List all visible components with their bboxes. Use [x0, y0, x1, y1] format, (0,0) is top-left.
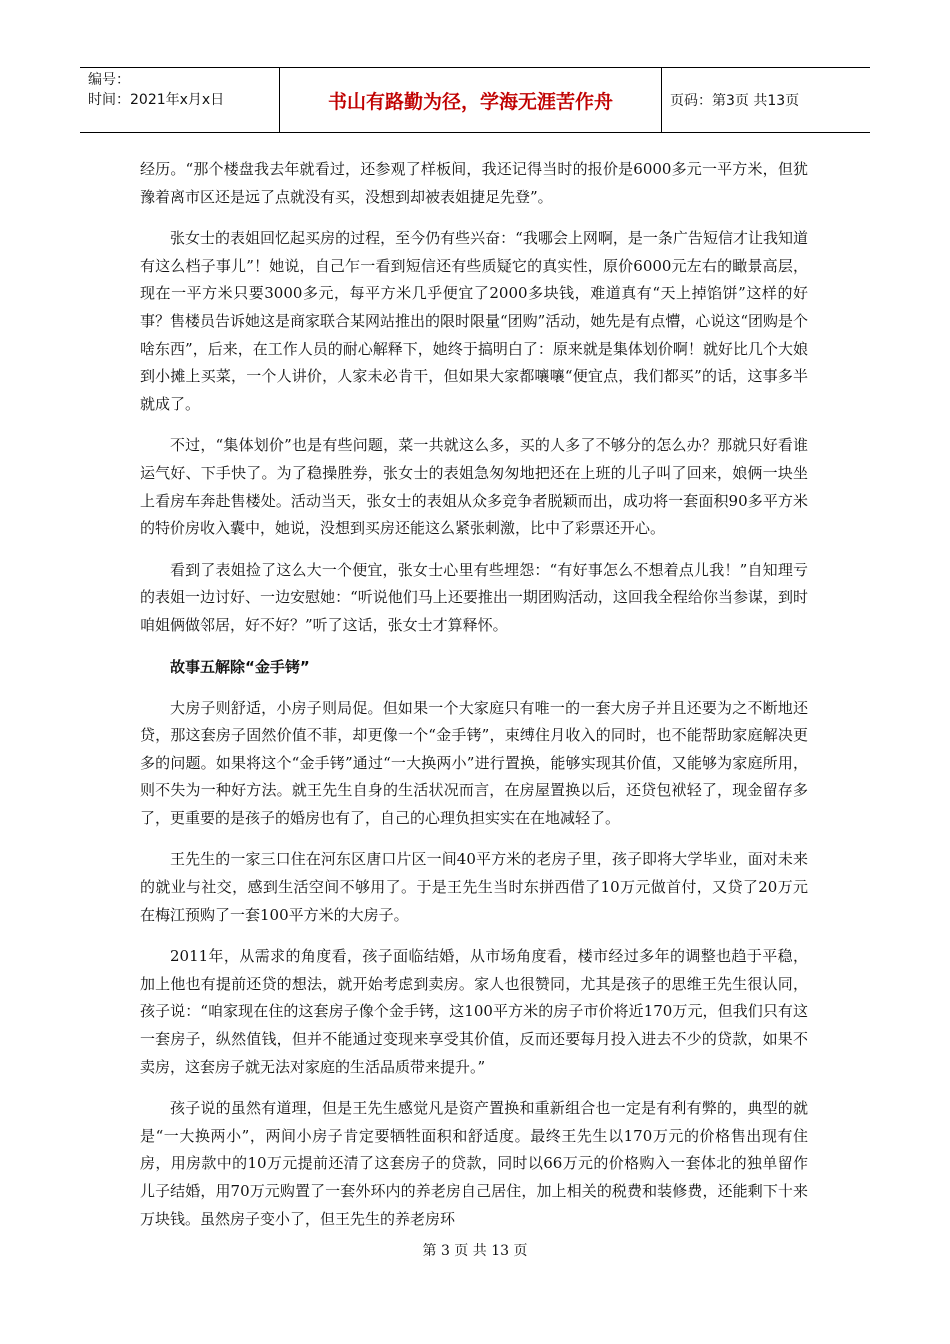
paragraph: 经历。“那个楼盘我去年就看过，还参观了样板间，我还记得当时的报价是6000多元一平方米，但犹豫着离市区还是远了点就没有买，没想到却被表姐捷足先登”。 [140, 160, 808, 206]
paragraph: 王先生的一家三口住在河东区唐口片区一间40平方米的老房子里，孩子即将大学毕业，面对未来的就业与社交，感到生活空间不够用了。于是王先生当时东拼西借了10万元做首付，又贷了20万元在梅江预购了一套100平方米的大房子。 [140, 850, 808, 924]
header-page-info: 页码：第3页 共13页 [670, 93, 800, 109]
document-body [140, 156, 808, 1247]
document-number-label: 编号： [88, 72, 130, 88]
header-motto: 书山有路勤为径，学海无涯苦作舟 [280, 68, 662, 132]
paragraph: 大房子则舒适，小房子则局促。但如果一个大家庭只有唯一的一套大房子并且还要为之不断地还贷，那这套房子固然价值不菲，却更像一个“金手铐”，束缚住月收入的同时，也不能帮助家庭解决更多的问题。如果将这个“金手铐”通过“一大换两小”进行置换，能够实现其价值，又能够为家庭所用，则不失为一种好方法。就王先生自身的生活状况而言，在房屋置换以后，还贷包袱轻了，现金留存多了，更重要的是孩子的婚房也有了，自己的心理负担实实在在地减轻了。 [140, 698, 808, 827]
page-footer: 第 3 页 共 13 页 [422, 1243, 528, 1259]
header-meta [80, 68, 280, 132]
header-table [80, 67, 870, 133]
document-date: 时间：2021年x月x日 [88, 92, 225, 108]
paragraph: 张女士的表姐回忆起买房的过程，至今仍有些兴奋：“我哪会上网啊，是一条广告短信才让我知道有这么档子事儿”！她说，自己乍一看到短信还有些质疑它的真实性，原价6000元左右的瞰景高层，现在一平方米只要3000多元，每平方米几乎便宜了2000多块钱，难道真有“天上掉馅饼”这样的好事？售楼员告诉她这是商家联合某网站推出的限时限量“团购”活动，她先是有点懵，心说这“团购是个啥东西”，后来，在工作人员的耐心解释下，她终于搞明白了：原来就是集体划价啊！就好比几个大娘到小摊上买菜，一个人讲价，人家未必肯干，但如果大家都嚷嚷“便宜点，我们都买”的话，这事多半就成了。 [140, 229, 809, 413]
paragraph: 孩子说的虽然有道理，但是王先生感觉凡是资产置换和重新组合也一定是有利有弊的，典型的就是“一大换两小”，两间小房子肯定要牺牲面积和舒适度。最终王先生以170万元的价格售出现有住房，用房款中的10万元提前还清了这套房子的贷款，同时以66万元的价格购入一套体北的独单留作儿子结婚，用70万元购置了一套外环内的养老房自己居住，加上相关的税费和装修费，还能剩下十来万块钱。虽然房子变小了，但王先生的养老房环 [140, 1099, 808, 1228]
paragraph: 2011年，从需求的角度看，孩子面临结婚，从市场角度看，楼市经过多年的调整也趋于平稳，加上他也有提前还贷的想法，就开始考虑到卖房。家人也很赞同，尤其是孩子的思维王先生很认同，孩子说：“咱家现在住的这套房子像个金手铐，这100平方米的房子市价将近170万元，但我们只有这一套房子，纵然值钱，但并不能通过变现来享受其价值，反而还要每月投入进去不少的贷款，如果不卖房，这套房子就无法对家庭的生活品质带来提升。” [140, 947, 808, 1076]
paragraph: 看到了表姐捡了这么大一个便宜，张女士心里有些埋怨：“有好事怎么不想着点儿我！”自知理亏的表姐一边讨好、一边安慰她：“听说他们马上还要推出一期团购活动，这回我全程给你当参谋，到时咱姐俩做邻居，好不好？”听了这话，张女士才算释怀。 [140, 560, 808, 634]
section-title: 故事五解除“金手铐” [170, 657, 310, 676]
paragraph: 不过，“集体划价”也是有些问题，菜一共就这么多，买的人多了不够分的怎么办？那就只好看谁运气好、下手快了。为了稳操胜券，张女士的表姐急匆匆地把还在上班的儿子叫了回来，娘俩一块坐上看房车奔赴售楼处。活动当天，张女士的表姐从众多竞争者脱颖而出，成功将一套面积90多平方米的特价房收入囊中，她说，没想到买房还能这么紧张刺激，比中了彩票还开心。 [140, 436, 808, 538]
